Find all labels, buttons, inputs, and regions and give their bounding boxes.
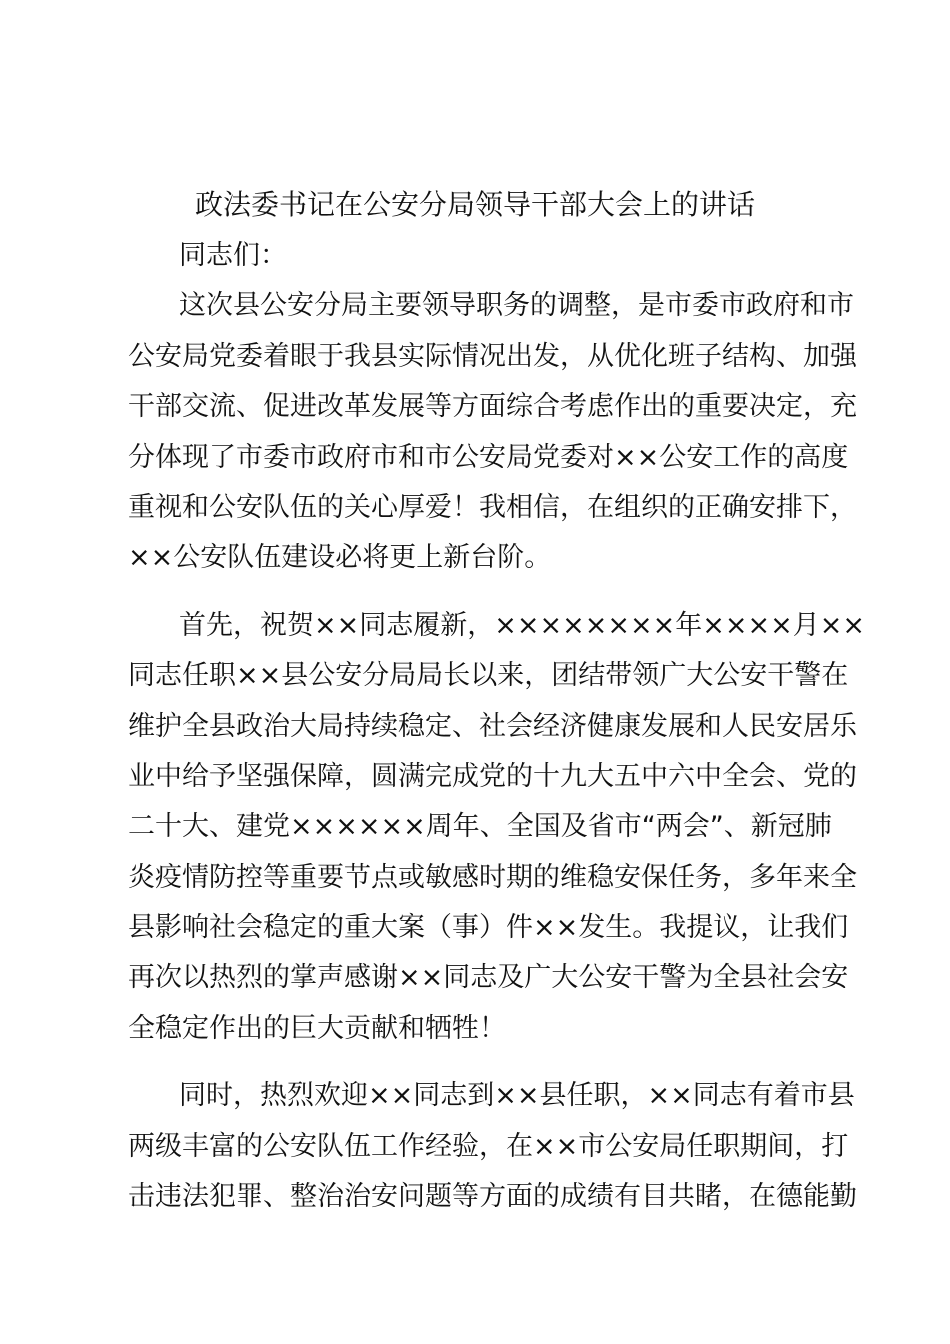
paragraph-line: 分体现了市委市政府市和市公安局党委对××公安工作的高度 xyxy=(128,441,849,473)
paragraph-line: 业中给予坚强保障，圆满完成党的十九大五中六中全会、党的 xyxy=(128,760,857,792)
paragraph-line: ××公安队伍建设必将更上新台阶。 xyxy=(128,542,552,574)
paragraph-line: 公安局党委着眼于我县实际情况出发，从优化班子结构、加强 xyxy=(128,340,857,372)
paragraph-line: 县影响社会稳定的重大案（事）件××发生。我提议，让我们 xyxy=(128,912,849,944)
paragraph-line: 干部交流、促进改革发展等方面综合考虑作出的重要决定，充 xyxy=(128,391,857,423)
document-body xyxy=(128,231,865,1222)
paragraph-line: 同志任职××县公安分局局长以来，团结带领广大公安干警在 xyxy=(128,660,849,692)
document-title: 政法委书记在公安分局领导干部大会上的讲话 xyxy=(194,188,755,221)
paragraph-line: 首先，祝贺××同志履新，××××××××年××××月×× xyxy=(179,609,865,641)
paragraph-line: 两级丰富的公安队伍工作经验，在××市公安局任职期间，打 xyxy=(128,1130,849,1162)
paragraph-line: 重视和公安队伍的关心厚爱！我相信，在组织的正确安排下， xyxy=(128,491,857,523)
paragraph-line: 击违法犯罪、整治治安问题等方面的成绩有目共睹，在德能勤 xyxy=(128,1181,857,1213)
paragraph-3 xyxy=(128,1071,857,1222)
paragraph-line: 这次县公安分局主要领导职务的调整，是市委市政府和市 xyxy=(179,290,854,322)
paragraph-1 xyxy=(128,281,857,583)
paragraph-line: 维护全县政治大局持续稳定、社会经济健康发展和人民安居乐 xyxy=(128,710,857,742)
paragraph-line: 炎疫情防控等重要节点或敏感时期的维稳安保任务，多年来全 xyxy=(128,861,857,893)
paragraph-line: 同时，热烈欢迎××同志到××县任职，××同志有着市县 xyxy=(179,1080,855,1112)
paragraph-line: 全稳定作出的巨大贡献和牺牲！ xyxy=(128,1012,506,1044)
salutation: 同志们： xyxy=(179,240,287,271)
paragraph-spacer xyxy=(128,584,832,601)
paragraph-2 xyxy=(128,601,865,1055)
paragraph-line: 再次以热烈的掌声感谢××同志及广大公安干警为全县社会安 xyxy=(128,962,849,994)
paragraph-spacer xyxy=(128,1054,832,1071)
paragraph-line: 二十大、建党××××××周年、全国及省市“两会”、新冠肺 xyxy=(128,811,832,843)
